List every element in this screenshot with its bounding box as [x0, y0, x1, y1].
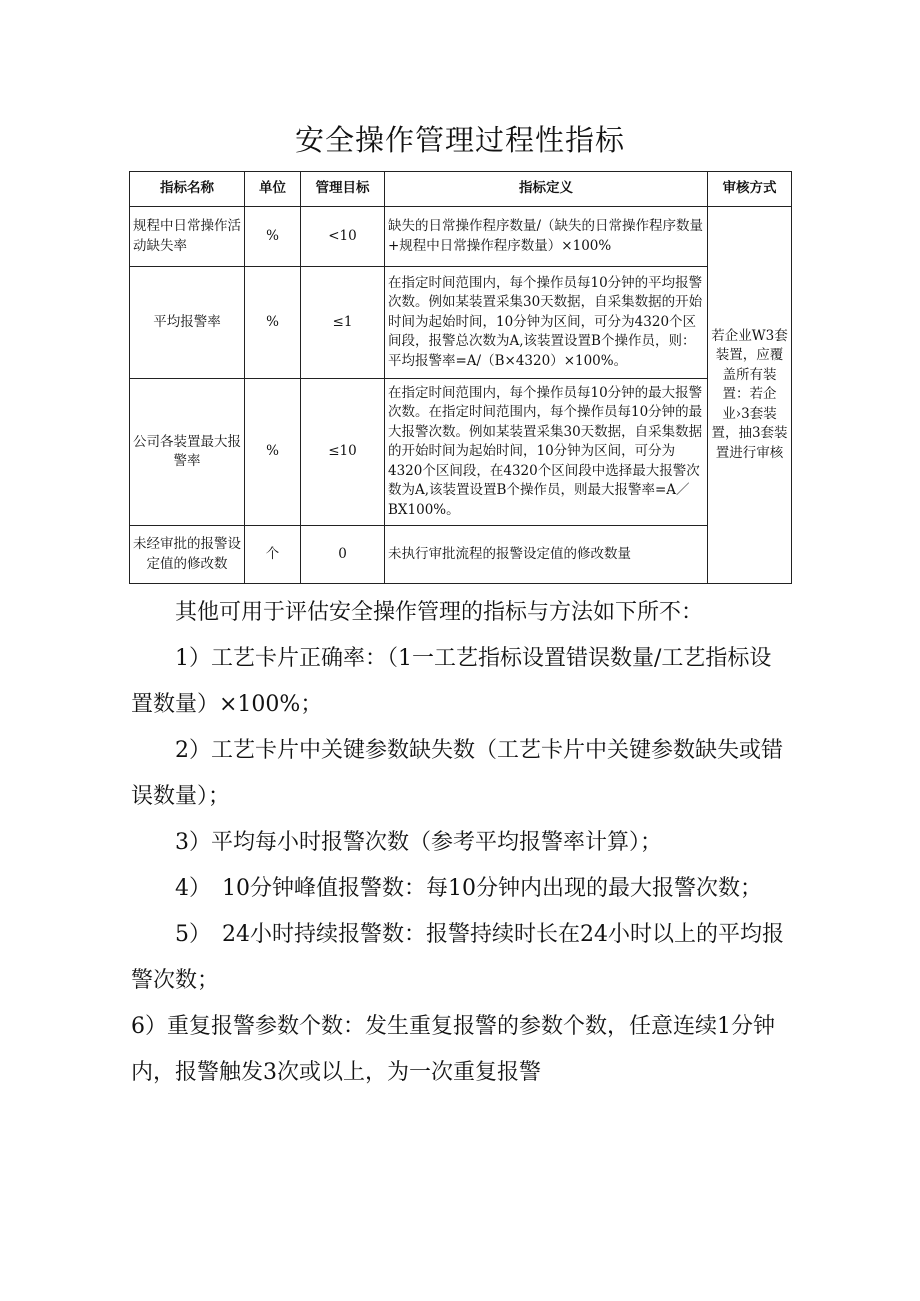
row-target: <10	[301, 207, 385, 267]
metrics-table	[129, 171, 792, 584]
header-target: 管理目标	[301, 172, 385, 207]
table-row	[130, 207, 792, 267]
row-name: 规程中日常操作活动缺失率	[130, 207, 245, 267]
header-unit: 单位	[245, 172, 301, 207]
row-unit: 个	[245, 526, 301, 584]
table-row	[130, 267, 792, 379]
row-target: ≤1	[301, 267, 385, 379]
row-name: 公司各装置最大报警率	[130, 379, 245, 526]
header-indicator-name: 指标名称	[130, 172, 245, 207]
row-unit: %	[245, 207, 301, 267]
row-definition: 缺失的日常操作程序数量/（缺失的日常操作程序数量+规程中日常操作程序数量）×100%	[385, 207, 708, 267]
page-title: 安全操作管理过程性指标	[294, 123, 625, 157]
row-name: 平均报警率	[130, 267, 245, 379]
body-text	[131, 590, 791, 1096]
row-definition: 在指定时间范围内，每个操作员每10分钟的最大报警次数。在指定时间范围内，每个操作员每10分钟的最大报警次数。例如某装置采集30天数据，自采集数据的开始时间为起始时间，10分钟为区间，可分为4320个区间段，在4320个区间段中选择最大报警次数为A,该装置设置B个操作员，则最大报警率=A／BX100%。	[385, 379, 708, 526]
list-item: 6）重复报警参数个数：发生重复报警的参数个数，任意连续1分钟内，报警触发3次或以上，为一次重复报警	[131, 1014, 775, 1085]
row-definition: 未执行审批流程的报警设定值的修改数量	[385, 526, 708, 584]
table-row	[130, 379, 792, 526]
table-header-row	[130, 172, 792, 207]
row-unit: %	[245, 379, 301, 526]
row-target: ≤10	[301, 379, 385, 526]
row-target: 0	[301, 526, 385, 584]
list-item: 3）平均每小时报警次数（参考平均报警率计算）；	[175, 830, 662, 855]
row-definition: 在指定时间范围内，每个操作员每10分钟的平均报警次数。例如某装置采集30天数据，自采集数据的开始时间为起始时间，10分钟为区间，可分为4320个区间段，报警总次数为A,该装置设置B个操作员，则：平均报警率=A/（B×4320）×100%。	[385, 267, 708, 379]
list-item: 2）工艺卡片中关键参数缺失数（工艺卡片中关键参数缺失或错误数量）；	[131, 738, 783, 809]
intro-paragraph: 其他可用于评估安全操作管理的指标与方法如下所不：	[175, 600, 704, 625]
header-audit: 审核方式	[708, 172, 792, 207]
audit-method: 若企业W3套装置，应覆盖所有装置：若企业›3套装置，抽3套装置进行审核	[708, 207, 792, 584]
list-item: 5） 24小时持续报警数：报警持续时长在24小时以上的平均报警次数；	[131, 922, 784, 993]
header-definition: 指标定义	[385, 172, 708, 207]
row-name: 未经审批的报警设定值的修改数	[130, 526, 245, 584]
table-row	[130, 526, 792, 584]
row-unit: %	[245, 267, 301, 379]
list-item: 4） 10分钟峰值报警数：每10分钟内出现的最大报警次数；	[175, 876, 762, 901]
list-item: 1）工艺卡片正确率：（1一工艺指标设置错误数量/工艺指标设置数量）×100%；	[131, 646, 772, 717]
